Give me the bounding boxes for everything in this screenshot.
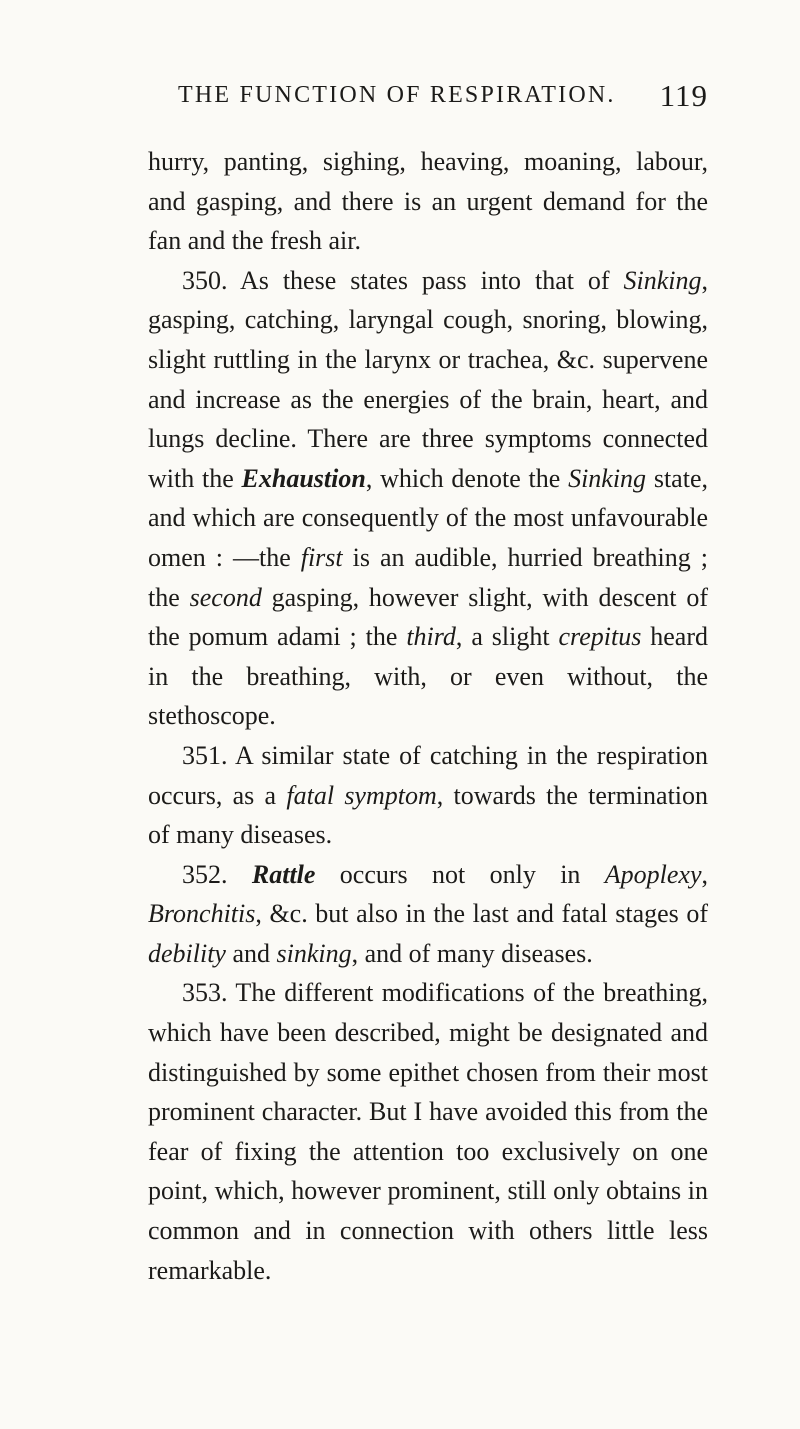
italic-term: third: [406, 622, 456, 652]
text-run: , a slight: [455, 622, 559, 652]
text-run: ,: [701, 859, 709, 889]
text-run: and: [225, 938, 277, 968]
text-run: , which denote the: [365, 463, 569, 493]
running-title: THE FUNCTION OF RESPIRATION.: [178, 82, 616, 108]
paragraph-text: hurry, panting, sighing, heaving, moaning, labour, and gasping, and there is an urgent demand for the fan and the fresh air.: [148, 147, 708, 256]
text-run: 350. As these states pass into that of: [182, 265, 624, 295]
italic-term: Sinking: [568, 463, 647, 493]
italic-term: first: [300, 542, 343, 572]
paragraph-350: [148, 261, 708, 736]
text-run: , towards the termination of many diseases.: [148, 780, 709, 850]
body-text: [148, 142, 708, 1290]
text-run: , &c. but also in the last and fatal stages of: [255, 899, 708, 929]
text-run: , gasping, catching, laryngal cough, snoring, blowing, slight ruttling in the larynx or trachea, &c. supervene and increase as the energies of the brain, heart, and lungs decline. There are three symptoms connected with the: [148, 265, 708, 493]
italic-term: sinking: [276, 938, 352, 968]
paragraph-351: [148, 736, 708, 855]
italic-term: Bronchitis: [148, 899, 256, 929]
text-run: gasping, however slight, with descent of the pomum adami ; the: [148, 582, 709, 652]
italic-term: crepitus: [558, 622, 642, 652]
text-run: , and of many diseases.: [351, 938, 593, 968]
italic-term: debility: [148, 938, 226, 968]
italic-term: second: [189, 582, 262, 612]
paragraph-353: [148, 973, 708, 1290]
page-number: 119: [659, 78, 708, 113]
text-run: is an audible, hurried breathing ; the: [148, 542, 708, 612]
text-run: state, and which are consequently of the most unfavourable omen : —the: [148, 463, 708, 572]
italic-term: Apoplexy: [604, 859, 702, 889]
paragraph-352: [148, 855, 708, 974]
italic-term: Sinking: [623, 265, 702, 295]
running-head: [148, 78, 708, 118]
text-run: heard in the breathing, with, or even without, the stethoscope.: [148, 622, 708, 731]
bold-italic-term: Rattle: [251, 859, 316, 889]
text-run: 352.: [182, 859, 252, 889]
paragraph-continuation: [148, 142, 708, 261]
bold-italic-term: Exhaustion: [241, 463, 366, 493]
text-run: 351. A similar state of catching in the respiration occurs, as a: [148, 740, 708, 810]
text-run: occurs not only in: [315, 859, 605, 889]
italic-term: fatal symptom: [286, 780, 437, 810]
paragraph-text: 353. The different modifications of the breathing, which have been described, might be designated and distinguished by some epithet chosen from their most prominent character. But I have avoided this from the fear of fixing the attention too exclusively on one point, which, however prominent, still only obtains in common and in connection with others little less remarkable.: [148, 978, 708, 1285]
